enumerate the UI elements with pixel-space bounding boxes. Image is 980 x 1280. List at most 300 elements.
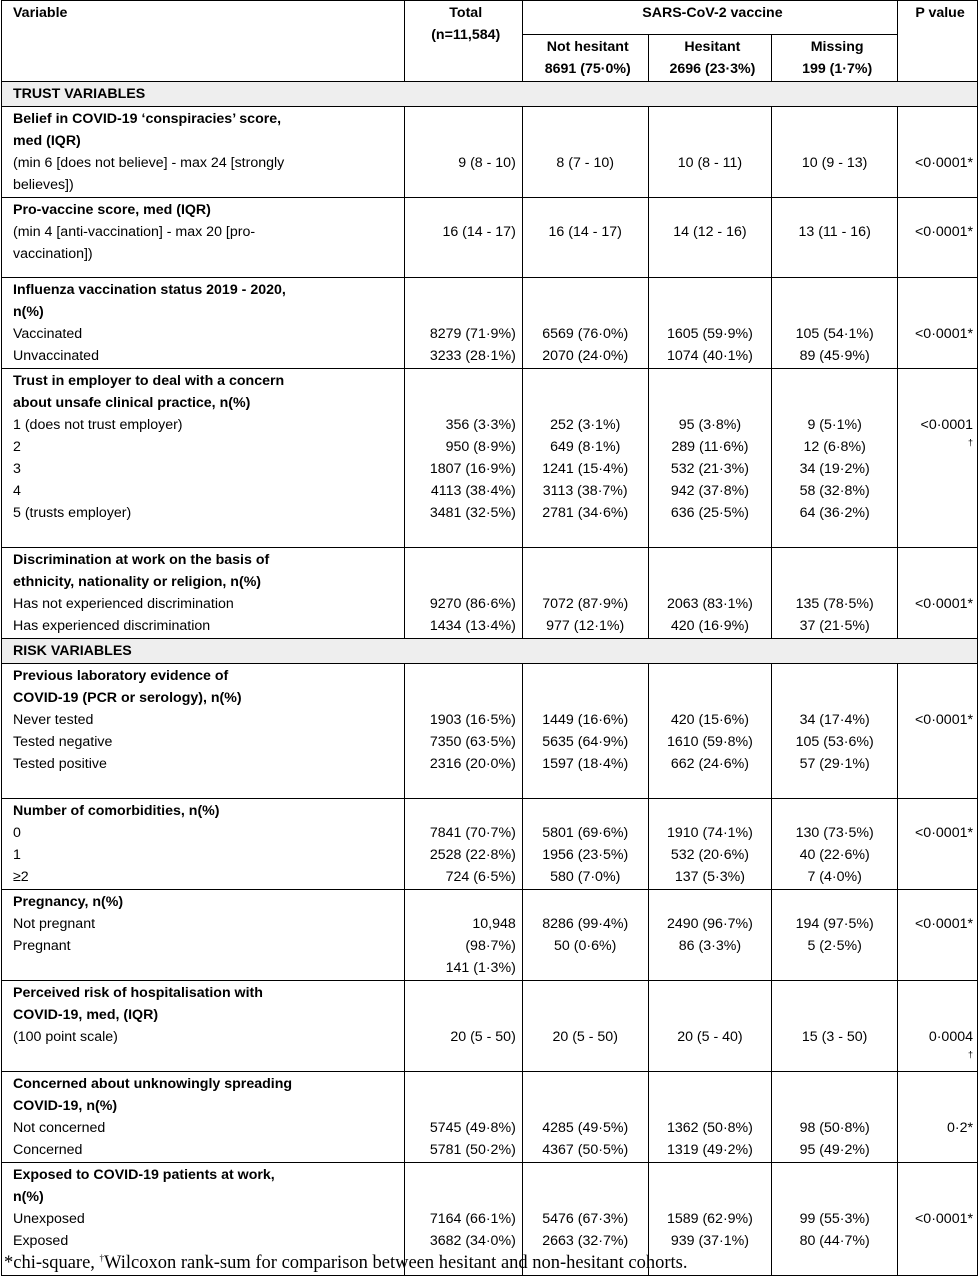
not-hesitant-cell-values xyxy=(526,800,645,888)
cell-value: 34 (19·2%) xyxy=(799,461,870,477)
hesitant-cell xyxy=(648,890,772,981)
row-spacer xyxy=(652,891,769,913)
cell-value: 1362 (50·8%) xyxy=(666,1120,753,1136)
row-spacer xyxy=(775,571,894,593)
category-label: Not pregnant xyxy=(13,916,96,932)
not-hesitant-cell-values xyxy=(526,665,645,775)
cell-value: 7841 (70·7%) xyxy=(429,825,516,841)
cell-value: 5 (2·5%) xyxy=(807,938,862,954)
section-risk-label: RISK VARIABLES xyxy=(2,639,978,664)
row-spacer xyxy=(408,1164,516,1186)
variable-title-line: Pro-vaccine score, med (IQR) xyxy=(13,202,211,218)
total-cell-values xyxy=(408,370,516,524)
cell-value: 1319 (49·2%) xyxy=(666,1142,753,1158)
variable-title-line: Exposed to COVID-19 patients at work, xyxy=(13,1167,275,1183)
cell-value: 137 (5·3%) xyxy=(674,869,746,885)
row-spacer xyxy=(900,370,973,392)
variable-title-line: Number of comorbidities, n(%) xyxy=(13,803,220,819)
missing-cell-values xyxy=(775,370,894,524)
table-row xyxy=(2,799,978,890)
cell-value: 4367 (50·5%) xyxy=(542,1142,629,1158)
row-spacer xyxy=(526,571,645,593)
cell-value: 1910 (74·1%) xyxy=(666,825,753,841)
cell-value: 1956 (23·5%) xyxy=(542,847,629,863)
p-value-lines xyxy=(900,982,973,1070)
not-hesitant-cell-values xyxy=(526,279,645,367)
p-value-lines xyxy=(900,1164,973,1230)
cell-value: 135 (78·5%) xyxy=(795,596,874,612)
row-spacer xyxy=(900,891,973,913)
not-hesitant-cell-values xyxy=(526,108,645,174)
missing-cell-values xyxy=(775,279,894,367)
cell-value: 9 (8 - 10) xyxy=(458,155,516,171)
variable-title xyxy=(13,549,398,593)
cell-value: 8279 (71·9%) xyxy=(429,326,516,342)
p-value-line xyxy=(900,1026,973,1070)
variable-cell xyxy=(2,198,405,278)
not-hesitant-cell xyxy=(522,278,648,369)
row-spacer xyxy=(408,800,516,822)
p-value-cell xyxy=(898,981,978,1072)
row-spacer xyxy=(775,392,894,414)
variable-cell xyxy=(2,369,405,548)
cell-value: 50 (0·6%) xyxy=(554,938,617,954)
category-label: 1 xyxy=(13,847,21,863)
variable-title-line: n(%) xyxy=(13,1189,44,1205)
total-cell-values xyxy=(408,279,516,367)
row-spacer xyxy=(408,370,516,392)
row-spacer xyxy=(900,279,973,301)
row-spacer xyxy=(775,982,894,1004)
row-spacer xyxy=(775,301,894,323)
header-variable: Variable xyxy=(2,1,405,82)
p-value-lines xyxy=(900,665,973,731)
hesitant-cell-values xyxy=(652,1073,769,1161)
missing-cell-values xyxy=(775,1164,894,1252)
cell-value: 13 (11 - 16) xyxy=(798,224,871,240)
variable-cell xyxy=(2,278,405,369)
total-cell-values xyxy=(408,108,516,174)
row-spacer xyxy=(900,571,973,593)
footnote-wilcoxon: Wilcoxon rank-sum for comparison between hesitant and non-hesitant cohorts. xyxy=(104,1253,688,1273)
cell-value: 40 (22·6%) xyxy=(799,847,870,863)
row-spacer xyxy=(526,891,645,913)
cell-value: 580 (7·0%) xyxy=(550,869,621,885)
hesitant-cell-values xyxy=(652,1164,769,1252)
p-value-lines xyxy=(900,199,973,243)
variable-categories xyxy=(13,822,398,888)
hesitant-cell-values xyxy=(652,370,769,524)
variable-title-line: Trust in employer to deal with a concern xyxy=(13,373,285,389)
header-missing-n: 199 (1·7%) xyxy=(802,61,873,77)
cell-value: 130 (73·5%) xyxy=(795,825,874,841)
table-row xyxy=(2,981,978,1072)
missing-cell xyxy=(772,107,898,198)
p-value-line xyxy=(900,221,973,243)
cell-value: 98 (50·8%) xyxy=(799,1120,870,1136)
hesitant-cell-values xyxy=(652,199,769,243)
cell-value: 86 (3·3%) xyxy=(678,938,742,954)
cell-value: 99 (55·3%) xyxy=(799,1211,870,1227)
category-label: Never tested xyxy=(13,712,94,728)
header-total xyxy=(404,1,522,82)
missing-cell-values xyxy=(775,1073,894,1161)
row-spacer xyxy=(900,982,973,1004)
row-spacer xyxy=(652,392,769,414)
row-spacer xyxy=(652,665,769,687)
row-spacer xyxy=(775,549,894,571)
row-spacer xyxy=(408,392,516,414)
missing-cell xyxy=(772,198,898,278)
p-value-lines xyxy=(900,370,973,458)
cell-value: 2663 (32·7%) xyxy=(542,1233,629,1249)
cell-value: 95 (49·2%) xyxy=(799,1142,870,1158)
missing-cell xyxy=(772,1072,898,1163)
variable-title-line: n(%) xyxy=(13,304,44,320)
cell-value: 950 (8·9%) xyxy=(445,439,516,455)
category-label: vaccination]) xyxy=(13,246,93,262)
row-spacer xyxy=(408,687,516,709)
total-cell-values xyxy=(408,665,516,775)
section-row-risk xyxy=(2,639,978,664)
cell-value: 1807 (16·9%) xyxy=(429,461,516,477)
row-spacer xyxy=(900,687,973,709)
cell-value: 1903 (16·5%) xyxy=(429,712,516,728)
not-hesitant-cell xyxy=(522,1072,648,1163)
not-hesitant-cell-values xyxy=(526,549,645,637)
cell-value: 2316 (20·0%) xyxy=(429,756,516,772)
cell-value: 20 (5 - 50) xyxy=(450,1029,516,1045)
total-cell xyxy=(404,107,522,198)
table-row xyxy=(2,278,978,369)
cell-value: 105 (53·6%) xyxy=(795,734,874,750)
variable-title-line: COVID-19 (PCR or serology), n(%) xyxy=(13,690,242,706)
category-label: Exposed xyxy=(13,1233,69,1249)
row-spacer xyxy=(526,1164,645,1186)
header-not-hesitant-n: 8691 (75·0%) xyxy=(544,61,631,77)
cell-value: 532 (21·3%) xyxy=(670,461,749,477)
cell-value: 2528 (22·8%) xyxy=(429,847,516,863)
missing-cell xyxy=(772,278,898,369)
variable-categories xyxy=(13,414,398,524)
missing-cell-values xyxy=(775,665,894,775)
cell-value: 942 (37·8%) xyxy=(670,483,749,499)
row-spacer xyxy=(652,1164,769,1186)
row-spacer xyxy=(526,199,645,221)
footnote-chi: *chi-square, xyxy=(4,1253,100,1273)
total-cell-values xyxy=(408,982,516,1048)
p-value: <0·0001* xyxy=(915,916,973,932)
header-not-hesitant-label: Not hesitant xyxy=(546,39,629,55)
p-value-lines xyxy=(900,891,973,935)
cell-value: 34 (17·4%) xyxy=(799,712,870,728)
missing-cell xyxy=(772,664,898,799)
p-value: <0·0001* xyxy=(915,1211,973,1227)
total-cell-values xyxy=(408,1164,516,1252)
not-hesitant-cell xyxy=(522,107,648,198)
hesitant-cell-values xyxy=(652,108,769,174)
row-spacer xyxy=(652,279,769,301)
cell-value: 20 (5 - 40) xyxy=(677,1029,743,1045)
row-spacer xyxy=(652,199,769,221)
variable-title-line: Influenza vaccination status 2019 - 2020, xyxy=(13,282,286,298)
row-spacer xyxy=(652,549,769,571)
header-vaccine-group: SARS-CoV-2 vaccine xyxy=(522,1,897,35)
row-spacer xyxy=(900,1095,973,1117)
cell-value: 5745 (49·8%) xyxy=(429,1120,516,1136)
p-value-mark: † xyxy=(967,1049,973,1060)
cell-value: 80 (44·7%) xyxy=(799,1233,870,1249)
cell-value: 662 (24·6%) xyxy=(670,756,749,772)
row-spacer xyxy=(652,687,769,709)
row-spacer xyxy=(652,1186,769,1208)
p-value-line xyxy=(900,822,973,844)
missing-cell xyxy=(772,1163,898,1276)
not-hesitant-cell-values xyxy=(526,1073,645,1161)
missing-cell-values xyxy=(775,982,894,1048)
not-hesitant-cell-values xyxy=(526,199,645,243)
hesitant-cell xyxy=(648,799,772,890)
variable-cell xyxy=(2,799,405,890)
hesitant-cell xyxy=(648,664,772,799)
cell-value: 1449 (16·6%) xyxy=(542,712,629,728)
row-spacer xyxy=(526,800,645,822)
hesitant-cell xyxy=(648,1072,772,1163)
row-spacer xyxy=(775,370,894,392)
hesitant-cell xyxy=(648,981,772,1072)
cell-value: 194 (97·5%) xyxy=(795,916,874,932)
p-value: <0·0001* xyxy=(915,825,973,841)
row-spacer xyxy=(526,549,645,571)
row-spacer xyxy=(652,108,769,130)
cell-value: 1434 (13·4%) xyxy=(429,618,516,634)
variable-categories xyxy=(13,913,398,957)
table-row xyxy=(2,548,978,639)
row-spacer xyxy=(900,1186,973,1208)
total-cell xyxy=(404,198,522,278)
cell-value: 1241 (15·4%) xyxy=(542,461,629,477)
p-value-cell xyxy=(898,107,978,198)
row-spacer xyxy=(408,571,516,593)
missing-cell-values xyxy=(775,800,894,888)
row-spacer xyxy=(900,800,973,822)
header-total-n: (n=11,584) xyxy=(431,27,501,43)
table-row xyxy=(2,1072,978,1163)
header-hesitant-n: 2696 (23·3%) xyxy=(669,61,756,77)
hesitant-cell-values xyxy=(652,982,769,1048)
cell-value: 7164 (66·1%) xyxy=(429,1211,516,1227)
header-not-hesitant xyxy=(522,35,648,82)
row-spacer xyxy=(775,1186,894,1208)
row-spacer xyxy=(526,130,645,152)
category-label: Not concerned xyxy=(13,1120,106,1136)
total-cell xyxy=(404,981,522,1072)
variable-title-line: Belief in COVID-19 ‘conspiracies’ score, xyxy=(13,111,282,127)
cell-value: 7 (4·0%) xyxy=(807,869,862,885)
cell-value: 95 (3·8%) xyxy=(678,417,742,433)
total-cell xyxy=(404,369,522,548)
p-value-cell xyxy=(898,799,978,890)
variable-categories xyxy=(13,1117,398,1161)
row-spacer xyxy=(652,130,769,152)
table-row xyxy=(2,107,978,198)
p-value-line xyxy=(900,1208,973,1230)
section-trust-label: TRUST VARIABLES xyxy=(2,82,978,107)
p-value-mark: † xyxy=(967,437,973,448)
not-hesitant-cell-values xyxy=(526,891,645,957)
row-spacer xyxy=(900,130,973,152)
total-cell xyxy=(404,799,522,890)
row-spacer xyxy=(775,687,894,709)
total-cell xyxy=(404,548,522,639)
cell-value: 12 (6·8%) xyxy=(803,439,866,455)
category-label: (100 point scale) xyxy=(13,1029,118,1045)
total-cell-values xyxy=(408,1073,516,1161)
missing-cell xyxy=(772,981,898,1072)
hesitant-cell-values xyxy=(652,665,769,775)
total-cell xyxy=(404,890,522,981)
variable-title-line: COVID-19, med, (IQR) xyxy=(13,1007,159,1023)
cell-value: 724 (6·5%) xyxy=(445,869,516,885)
category-label: Concerned xyxy=(13,1142,83,1158)
variable-title-line: med (IQR) xyxy=(13,133,81,149)
category-label: 1 (does not trust employer) xyxy=(13,417,183,433)
p-value-lines xyxy=(900,549,973,615)
variable-categories xyxy=(13,593,398,637)
cell-value: 58 (32·8%) xyxy=(799,483,870,499)
not-hesitant-cell xyxy=(522,981,648,1072)
total-cell-values xyxy=(408,891,516,979)
header-total-label: Total xyxy=(449,5,483,21)
variable-title-line: Discrimination at work on the basis of xyxy=(13,552,270,568)
hesitant-cell xyxy=(648,198,772,278)
p-value-line xyxy=(900,593,973,615)
hesitant-cell-values xyxy=(652,800,769,888)
row-spacer xyxy=(775,1073,894,1095)
row-spacer xyxy=(526,1186,645,1208)
category-label: Has experienced discrimination xyxy=(13,618,211,634)
cell-value: 16 (14 - 17) xyxy=(548,224,622,240)
hesitant-cell-values xyxy=(652,891,769,957)
cell-value: (98·7%) xyxy=(465,938,516,954)
header-row-1 xyxy=(2,1,978,35)
row-spacer xyxy=(408,1186,516,1208)
row-spacer xyxy=(526,1004,645,1026)
cell-value: 8286 (99·4%) xyxy=(542,916,629,932)
cell-value: 4113 (38·4%) xyxy=(430,483,516,499)
row-spacer xyxy=(900,1004,973,1026)
not-hesitant-cell-values xyxy=(526,982,645,1048)
row-spacer xyxy=(900,665,973,687)
cell-value: 8 (7 - 10) xyxy=(556,155,614,171)
row-spacer xyxy=(775,665,894,687)
row-spacer xyxy=(900,549,973,571)
variable-title-line: Concerned about unknowingly spreading xyxy=(13,1076,293,1092)
not-hesitant-cell xyxy=(522,369,648,548)
p-value-line xyxy=(900,1117,973,1139)
row-spacer xyxy=(775,1004,894,1026)
p-value-line xyxy=(900,323,973,345)
not-hesitant-cell xyxy=(522,664,648,799)
cell-value: 5635 (64·9%) xyxy=(542,734,629,750)
row-spacer xyxy=(408,279,516,301)
p-value-line xyxy=(900,414,973,458)
variable-title xyxy=(13,370,398,414)
p-value-cell xyxy=(898,1163,978,1276)
category-label: (min 6 [does not believe] - max 24 [strongly xyxy=(13,155,285,171)
variable-title-line: ethnicity, nationality or religion, n(%) xyxy=(13,574,262,590)
cell-value: 2781 (34·6%) xyxy=(542,505,629,521)
category-label: Tested negative xyxy=(13,734,113,750)
row-spacer xyxy=(652,800,769,822)
hesitant-cell xyxy=(648,548,772,639)
variable-title-line: about unsafe clinical practice, n(%) xyxy=(13,395,251,411)
row-spacer xyxy=(900,392,973,414)
row-spacer xyxy=(408,891,516,913)
cell-value: 10,948 xyxy=(472,916,516,932)
table-row xyxy=(2,369,978,548)
p-value-cell xyxy=(898,890,978,981)
row-spacer xyxy=(526,982,645,1004)
not-hesitant-cell-values xyxy=(526,370,645,524)
variable-title-line: COVID-19, n(%) xyxy=(13,1098,118,1114)
cell-value: 289 (11·6%) xyxy=(671,439,749,455)
variable-title-line: Previous laboratory evidence of xyxy=(13,668,229,684)
cell-value: 10 (9 - 13) xyxy=(801,155,868,171)
p-value: <0·0001* xyxy=(915,596,973,612)
cell-value: 9270 (86·6%) xyxy=(429,596,516,612)
variable-categories xyxy=(13,221,398,265)
category-label: 2 xyxy=(13,439,21,455)
table-row xyxy=(2,198,978,278)
header-missing xyxy=(772,35,898,82)
variable-title xyxy=(13,199,398,221)
cell-value: 5476 (67·3%) xyxy=(542,1211,629,1227)
row-spacer xyxy=(526,301,645,323)
p-value-cell xyxy=(898,278,978,369)
variable-title xyxy=(13,982,398,1026)
row-spacer xyxy=(526,370,645,392)
p-value-cell xyxy=(898,1072,978,1163)
cell-value: 9 (5·1%) xyxy=(807,417,862,433)
cell-value: 1605 (59·9%) xyxy=(666,326,753,342)
not-hesitant-cell xyxy=(522,799,648,890)
p-value-lines xyxy=(900,1073,973,1139)
footnote-dagger: † xyxy=(99,1252,105,1263)
p-value: 0·0004 xyxy=(928,1029,973,1045)
row-spacer xyxy=(652,1073,769,1095)
cell-value: 3113 (38·7%) xyxy=(542,483,628,499)
cell-value: 636 (25·5%) xyxy=(670,505,749,521)
row-spacer xyxy=(775,279,894,301)
cell-value: 15 (3 - 50) xyxy=(801,1029,868,1045)
category-label: Has not experienced discrimination xyxy=(13,596,234,612)
missing-cell xyxy=(772,369,898,548)
row-spacer xyxy=(408,982,516,1004)
cell-value: 3682 (34·0%) xyxy=(429,1233,516,1249)
row-spacer xyxy=(408,199,516,221)
row-spacer xyxy=(526,687,645,709)
category-label: Pregnant xyxy=(13,938,71,954)
not-hesitant-cell-values xyxy=(526,1164,645,1252)
row-spacer xyxy=(408,108,516,130)
category-label: ≥2 xyxy=(13,869,29,885)
p-value-lines xyxy=(900,108,973,174)
variable-title xyxy=(13,279,398,323)
row-spacer xyxy=(652,1095,769,1117)
total-cell-values xyxy=(408,800,516,888)
hesitant-cell-values xyxy=(652,549,769,637)
